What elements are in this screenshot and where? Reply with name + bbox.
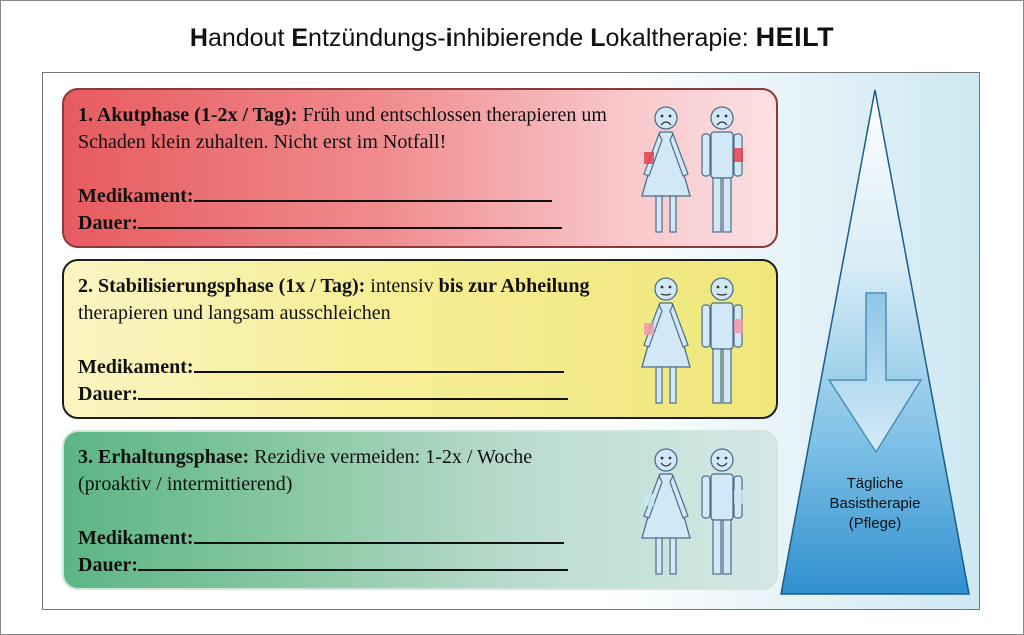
stabilization-dauer-blank[interactable]	[138, 380, 568, 400]
woman-leg-left	[656, 196, 662, 232]
acute-dauer-label: Dauer:	[78, 212, 138, 234]
man-torso	[711, 132, 733, 178]
woman-eye-right	[669, 286, 672, 289]
man-eye-left	[717, 286, 720, 289]
man-eye-right	[725, 286, 728, 289]
man-leg-right	[723, 349, 731, 403]
maintenance-phase-heading: 3. Erhaltungsphase:	[78, 446, 250, 468]
basis-label-line-2: Basistherapie	[829, 495, 921, 512]
maintenance-dauer-field[interactable]	[78, 551, 568, 577]
woman-leg-left	[656, 367, 662, 403]
acute-phase-description	[78, 102, 608, 156]
maintenance-phase-text: Rezidive vermeiden: 1-2x / Woche (proaktiv / intermittierend)	[78, 446, 533, 495]
title-initial-h: H	[189, 24, 208, 52]
woman-eczema-patch	[644, 152, 654, 164]
woman-figure	[642, 107, 690, 232]
maintenance-dauer-blank[interactable]	[138, 551, 568, 571]
woman-figure	[642, 278, 690, 403]
woman-eczema-patch	[644, 323, 654, 335]
title-word-lokaltherapie: okaltherapie:	[605, 24, 756, 52]
title-initial-l: L	[590, 24, 606, 52]
woman-eye-left	[661, 115, 664, 118]
woman-figure	[642, 449, 690, 574]
stabilization-phase-heading: 2. Stabilisierungsphase (1x / Tag):	[78, 275, 366, 297]
stabilization-phase-emphasis: bis zur Abheilung	[438, 275, 590, 297]
acute-medikament-blank[interactable]	[194, 182, 552, 202]
title-acronym-heilt: HEILT	[755, 22, 835, 52]
woman-leg-left	[656, 538, 662, 574]
man-head	[711, 449, 733, 471]
patient-figures-neutral	[634, 275, 754, 405]
woman-leg-right	[670, 538, 676, 574]
handout-title	[0, 22, 1024, 53]
man-eye-left	[717, 457, 720, 460]
patient-figures-happy	[634, 446, 754, 576]
woman-eye-left	[661, 286, 664, 289]
acute-dauer-field[interactable]	[78, 209, 562, 235]
maintenance-dauer-label: Dauer:	[78, 554, 138, 576]
man-head	[711, 278, 733, 300]
woman-head	[655, 449, 677, 471]
maintenance-medikament-field[interactable]	[78, 524, 564, 550]
title-word-handout: andout	[207, 24, 292, 52]
stabilization-phase-card	[62, 259, 778, 419]
stabilization-medikament-field[interactable]	[78, 353, 564, 379]
man-head	[711, 107, 733, 129]
acute-medikament-field[interactable]	[78, 182, 552, 208]
man-arm-left	[702, 305, 710, 347]
man-eczema-patch	[734, 490, 743, 504]
man-torso	[711, 303, 733, 349]
acute-medikament-label: Medikament:	[78, 185, 194, 207]
man-arm-left	[702, 134, 710, 176]
woman-head	[655, 107, 677, 129]
man-eczema-patch	[734, 319, 743, 333]
title-initial-i: i	[445, 24, 453, 52]
stabilization-phase-text-after: therapieren und langsam ausschleichen	[78, 302, 391, 324]
man-figure	[702, 107, 743, 232]
title-word-inhibierende: nhibierende	[452, 24, 591, 52]
title-initial-e: E	[291, 24, 309, 52]
man-leg-left	[713, 178, 721, 232]
stabilization-medikament-blank[interactable]	[194, 353, 564, 373]
acute-dauer-blank[interactable]	[138, 209, 562, 229]
man-leg-left	[713, 520, 721, 574]
maintenance-phase-description	[78, 444, 608, 498]
woman-head	[655, 278, 677, 300]
woman-eye-right	[669, 115, 672, 118]
title-word-entzuendungs: ntzündungs-	[308, 24, 446, 52]
man-eye-left	[717, 115, 720, 118]
man-torso	[711, 474, 733, 520]
stabilization-dauer-label: Dauer:	[78, 383, 138, 405]
acute-phase-heading: 1. Akutphase (1-2x / Tag):	[78, 104, 298, 126]
stabilization-phase-text-before: intensiv	[365, 275, 439, 297]
stabilization-phase-description	[78, 273, 608, 327]
man-figure	[702, 449, 743, 574]
acute-phase-text: Früh und entschlossen therapieren um Schaden klein zuhalten. Nicht erst im Notfall!	[78, 104, 607, 153]
woman-eye-right	[669, 457, 672, 460]
man-arm-left	[702, 476, 710, 518]
woman-eye-left	[661, 457, 664, 460]
man-figure	[702, 278, 743, 403]
man-leg-right	[723, 178, 731, 232]
man-leg-left	[713, 349, 721, 403]
man-eye-right	[725, 115, 728, 118]
basis-label-line-3: (Pflege)	[848, 515, 902, 532]
acute-phase-card	[62, 88, 778, 248]
man-leg-right	[723, 520, 731, 574]
woman-leg-right	[670, 196, 676, 232]
stabilization-dauer-field[interactable]	[78, 380, 568, 406]
maintenance-phase-card	[62, 430, 778, 590]
man-eczema-patch	[734, 148, 743, 162]
woman-eczema-patch	[644, 494, 654, 506]
man-eye-right	[725, 457, 728, 460]
basis-label-line-1: Tägliche	[846, 475, 904, 492]
patient-figures-sad	[634, 104, 754, 234]
woman-leg-right	[670, 367, 676, 403]
basis-therapy-label	[779, 474, 971, 534]
maintenance-medikament-blank[interactable]	[194, 524, 564, 544]
stabilization-medikament-label: Medikament:	[78, 356, 194, 378]
maintenance-medikament-label: Medikament:	[78, 527, 194, 549]
